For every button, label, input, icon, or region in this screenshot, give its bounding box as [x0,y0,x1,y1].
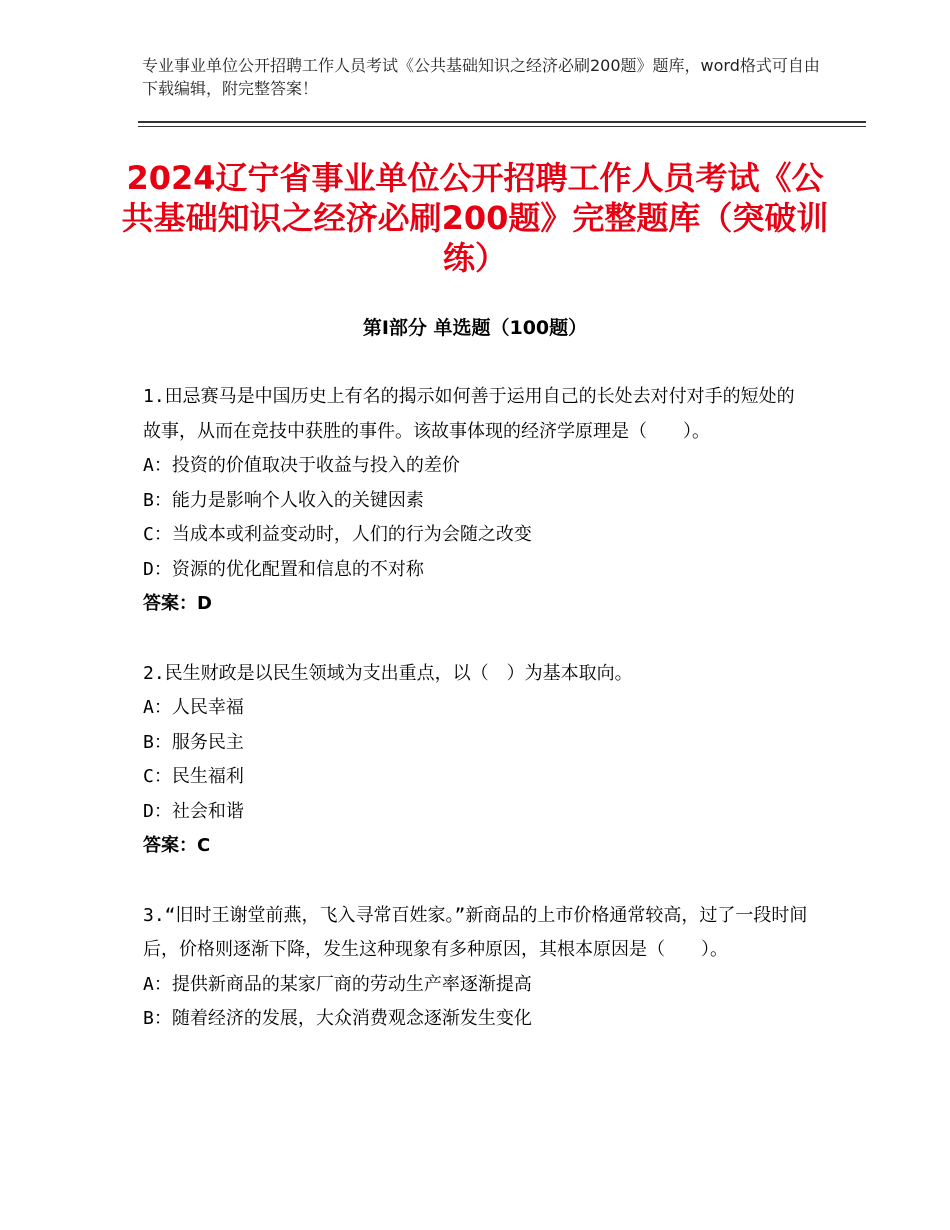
header-note: 专业事业单位公开招聘工作人员考试《公共基础知识之经济必刷200题》题库，word格式可自由下载编辑，附完整答案！ [142,56,820,98]
option-d: D：资源的优化配置和信息的不对称 [143,558,424,580]
answer: 答案：D [143,593,212,614]
option-c: C：当成本或利益变动时，人们的行为会随之改变 [143,524,532,545]
question-text: 1.田忌赛马是中国历史上有名的揭示如何善于运用自己的长处去对付对手的短处的故事，从而在竞技中获胜的事件。该故事体现的经济学原理是（ ）。 [143,386,795,442]
option-a: A：人民幸福 [143,697,244,718]
option-b: B：服务民主 [143,731,244,753]
question-1 [143,380,808,622]
option-b: B：能力是影响个人收入的关键因素 [143,489,424,511]
question-3 [143,899,808,1037]
question-list [143,380,808,1072]
question-2 [143,657,808,864]
question-text: 2.民生财政是以民生领域为支出重点，以（ ）为基本取向。 [143,662,633,684]
option-c: C：民生福利 [143,766,244,787]
document-title: 2024辽宁省事业单位公开招聘工作人员考试《公共基础知识之经济必刷200题》完整题库（突破训练） [121,159,829,277]
answer: 答案：C [143,835,211,856]
option-a: A：投资的价值取决于收益与投入的差价 [143,455,460,476]
option-d: D：社会和谐 [143,800,244,822]
header-rule-thin [138,126,866,127]
section-heading: 第Ⅰ部分 单选题（100题） [362,317,588,339]
option-a: A：提供新商品的某家厂商的劳动生产率逐渐提高 [143,973,532,995]
option-b: B：随着经济的发展，大众消费观念逐渐发生变化 [143,1008,532,1029]
header-rule-thick [138,121,866,123]
question-text: 3.“旧时王谢堂前燕，飞入寻常百姓家。”新商品的上市价格通常较高，过了一段时间后，价格则逐渐下降，发生这种现象有多种原因，其根本原因是（ ）。 [143,904,808,960]
